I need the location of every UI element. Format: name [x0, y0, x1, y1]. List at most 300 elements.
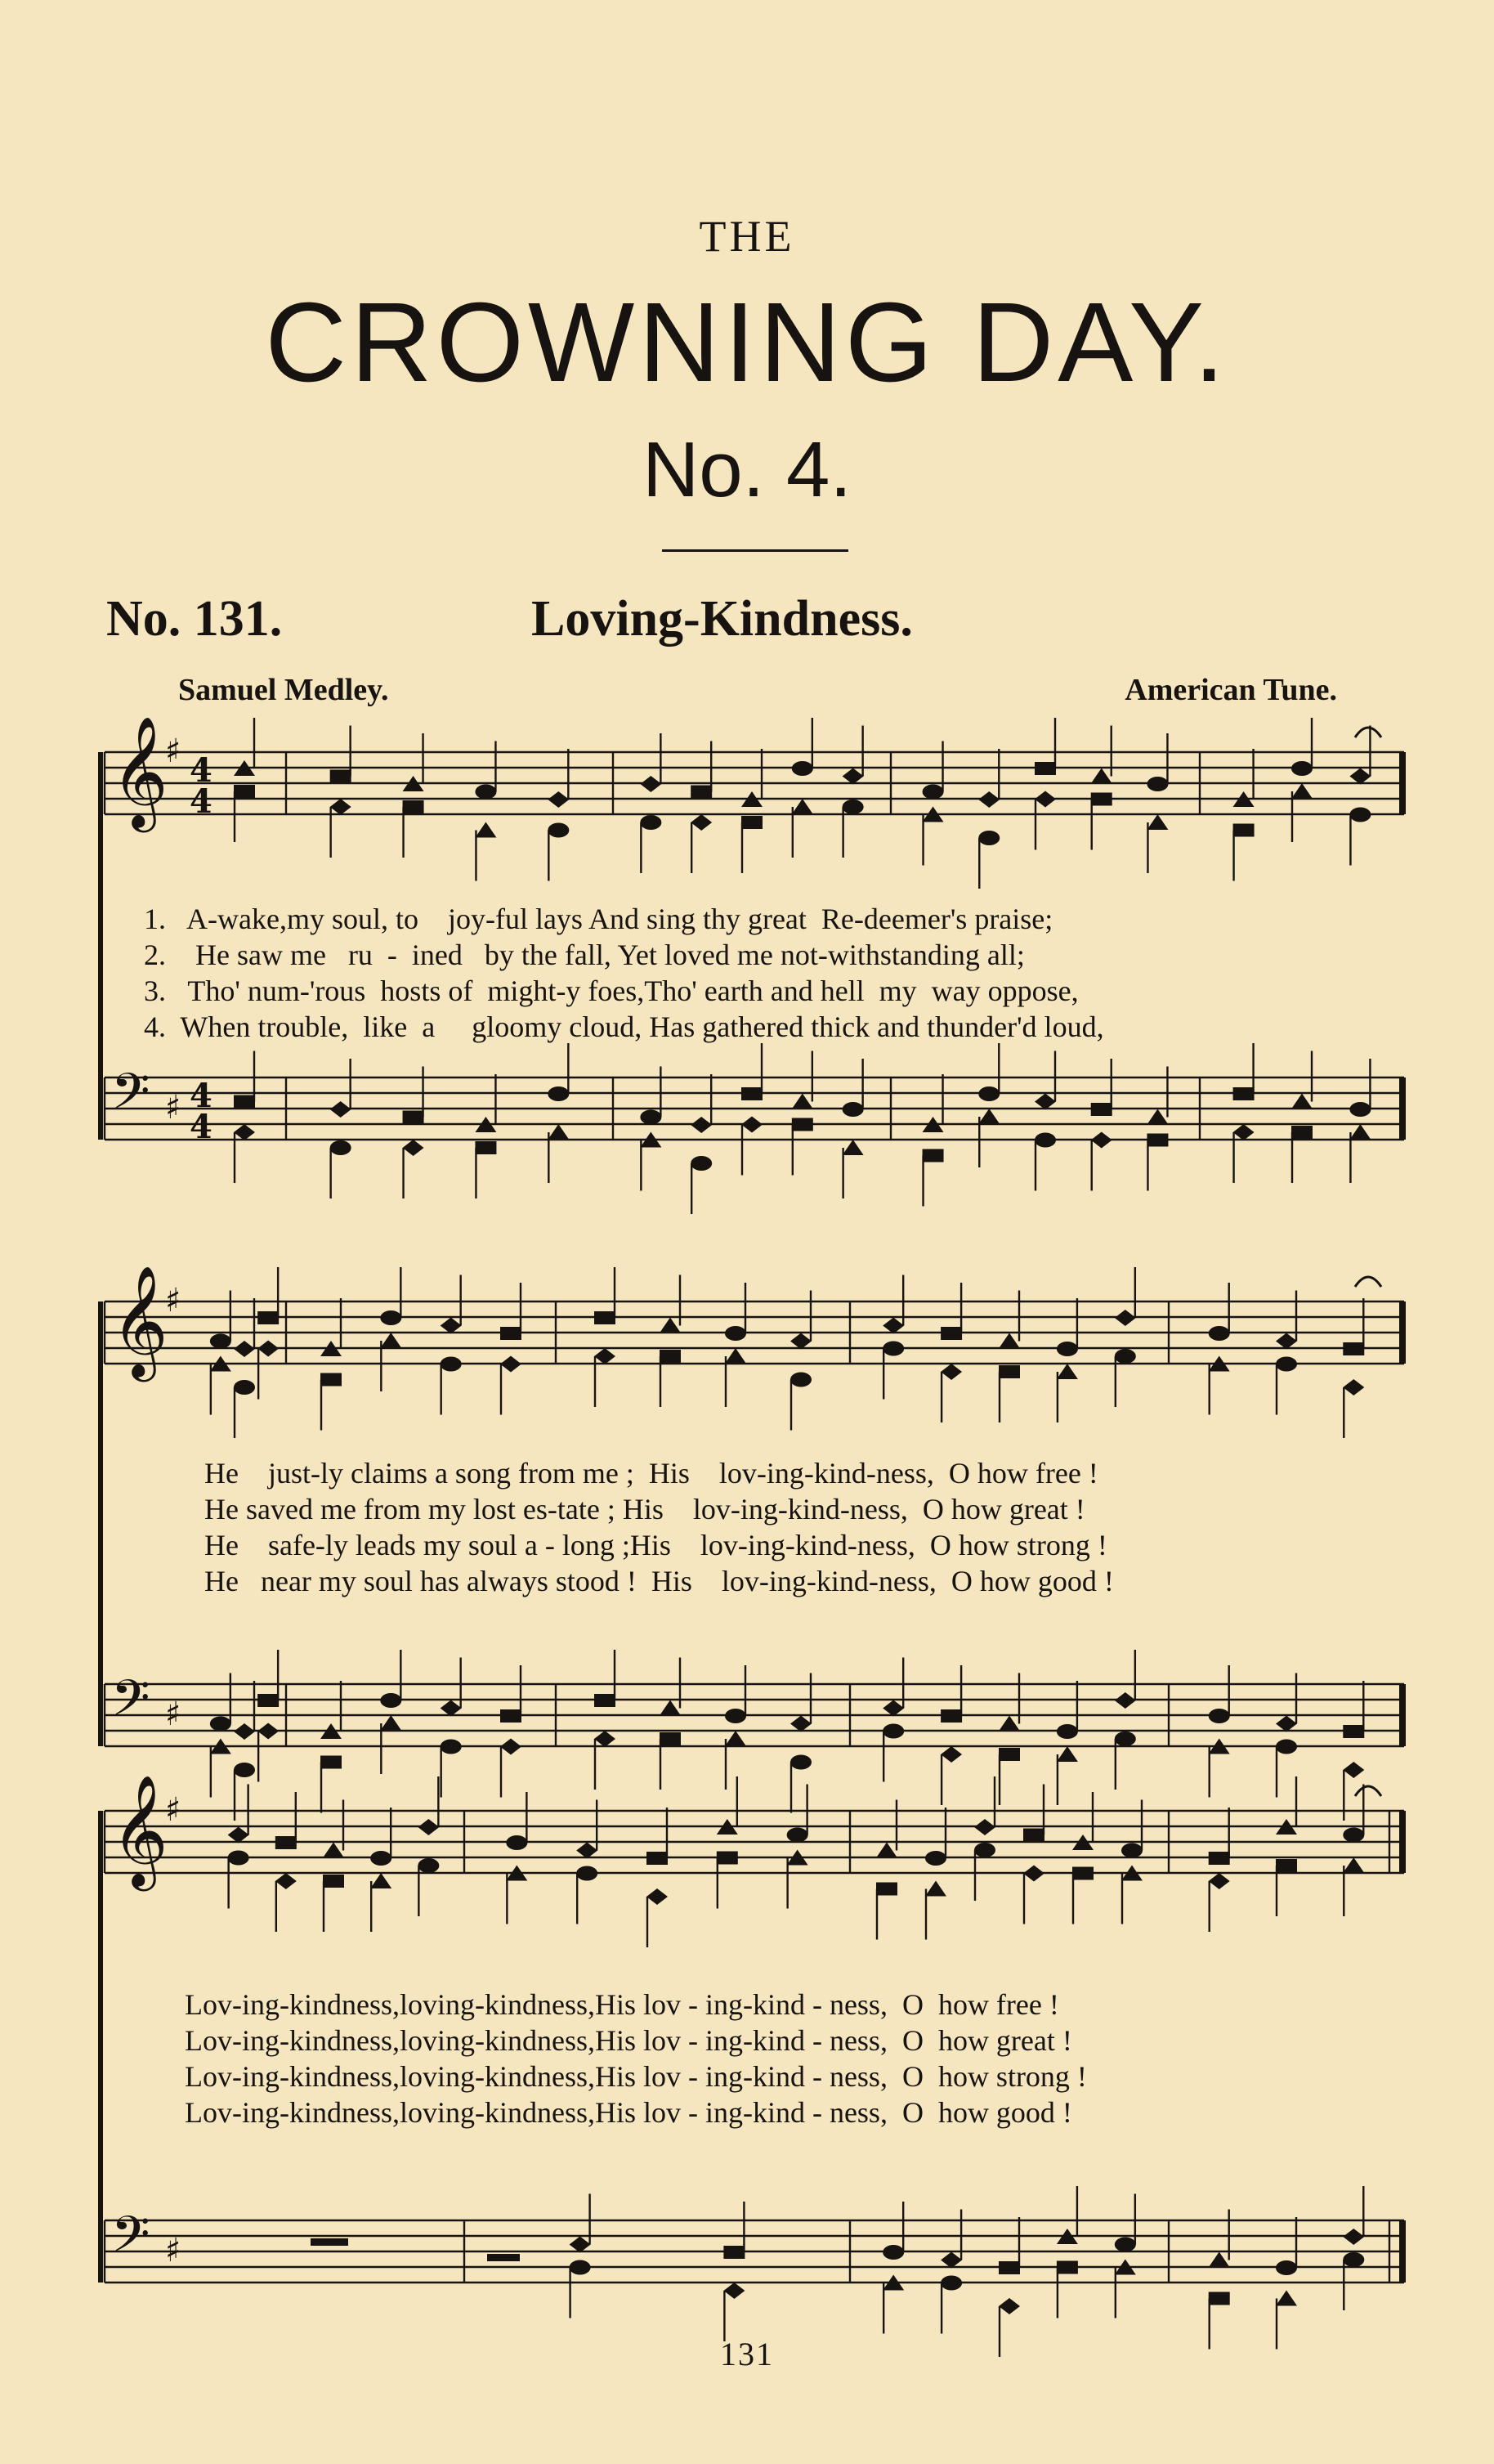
note-head-triangle [475, 822, 496, 838]
note-head-diamond [974, 1819, 995, 1835]
note-head-round [790, 1373, 812, 1387]
lyric-text: Tho' num-'rous hosts of might-y foes,Tho' earth and hell my way oppose, [187, 974, 1079, 1007]
note-head-triangle [725, 1731, 746, 1746]
note-head-round [380, 1693, 401, 1708]
note-head-triangle [792, 1094, 813, 1109]
fermata [1355, 1786, 1381, 1796]
note [1209, 2210, 1230, 2268]
note-head-round [210, 1717, 231, 1732]
note-head-round [1115, 1349, 1136, 1364]
note [1349, 726, 1371, 785]
note [1035, 1051, 1056, 1110]
note [1276, 1673, 1297, 1732]
note [1147, 733, 1168, 791]
note [210, 1356, 231, 1415]
note-head-round [1209, 1709, 1230, 1723]
note [876, 1800, 897, 1858]
note [403, 1140, 424, 1198]
note [275, 1873, 297, 1932]
note-head-square [323, 1875, 344, 1888]
note-head-diamond [330, 799, 351, 815]
note-head-triangle [792, 799, 813, 814]
note-head-diamond [691, 814, 712, 831]
note [941, 1665, 962, 1723]
hymn-title: Loving-Kindness. [531, 591, 913, 647]
note [723, 2202, 745, 2259]
note-head-round [1057, 1342, 1078, 1356]
hymn-tune-source: American Tune. [1125, 673, 1337, 707]
book-title-article: THE [699, 212, 795, 261]
note [843, 1059, 864, 1117]
note-head-square [1233, 824, 1255, 837]
note [1147, 814, 1168, 873]
note-head-triangle [1147, 814, 1168, 830]
bass-clef: 𝄢 [111, 2206, 150, 2276]
note-head-diamond [228, 1827, 249, 1844]
note-head-triangle [660, 1700, 681, 1716]
note [320, 1373, 342, 1431]
final-bar [1399, 1811, 1406, 1873]
note [228, 1785, 249, 1844]
note [1209, 1808, 1230, 1865]
note-head-diamond [1276, 1716, 1297, 1732]
note [876, 1883, 897, 1940]
note [660, 1658, 681, 1716]
note [380, 1333, 401, 1391]
note-head-triangle [1343, 1857, 1364, 1873]
note [548, 1043, 569, 1101]
note [234, 1124, 255, 1183]
note-head-triangle [1349, 1124, 1371, 1140]
note [500, 1739, 521, 1798]
note [978, 1043, 1000, 1101]
note [1091, 1059, 1112, 1116]
note [725, 1348, 746, 1407]
note-head-diamond [418, 1819, 439, 1835]
note [790, 1291, 812, 1350]
note-head-diamond [234, 1124, 255, 1140]
note-head-triangle [1291, 783, 1313, 799]
note-head-square [876, 1883, 897, 1896]
note [1276, 1291, 1297, 1350]
note-head-round [441, 1740, 462, 1754]
note-head-round [1035, 1133, 1056, 1148]
note-head-triangle [978, 1109, 1000, 1124]
verse-3-line-1 [144, 973, 1079, 1009]
note [330, 726, 351, 783]
note-head-diamond [441, 1318, 462, 1334]
note-head-triangle [1057, 1746, 1078, 1762]
note-head-square [257, 1694, 279, 1707]
note [790, 1373, 812, 1431]
note [741, 1117, 763, 1176]
note-head-diamond [790, 1716, 812, 1732]
note [923, 807, 944, 866]
note [790, 1673, 812, 1732]
note-head-diamond [1343, 1762, 1364, 1778]
note-head-diamond [576, 1843, 597, 1859]
hymn-number: No. 131. [106, 591, 283, 647]
note [418, 1858, 439, 1916]
note-head-round [1349, 1102, 1371, 1117]
note [925, 1881, 946, 1940]
note [441, 1357, 462, 1415]
note [725, 1283, 746, 1341]
note [923, 1149, 944, 1207]
note-head-round [725, 1326, 746, 1341]
note [1349, 808, 1371, 866]
note [974, 1776, 995, 1835]
note-head-square [475, 1141, 496, 1154]
note-head-square [330, 770, 351, 783]
note-head-round [210, 1334, 231, 1349]
note [380, 1650, 401, 1708]
note [330, 1140, 351, 1198]
verse-4-line-1 [144, 1009, 1104, 1045]
note [257, 1723, 279, 1782]
note-head-diamond [500, 1356, 521, 1373]
note-head-diamond [1209, 1873, 1230, 1889]
note [640, 1132, 661, 1191]
note-head-diamond [723, 2283, 745, 2299]
note-head-round [1291, 761, 1313, 776]
note-head-square [1057, 2261, 1078, 2274]
key-sharp: ♯ [165, 1282, 181, 1319]
note [594, 1267, 615, 1324]
verse-1-line-1 [144, 901, 1053, 937]
note-head-round [1343, 1828, 1364, 1843]
note-head-round [234, 1380, 255, 1395]
note-head-round [640, 815, 661, 830]
verse-2-line-2: He saved me from my lost es-tate ; His lov-ing-kind-ness, O how great ! [204, 1493, 1085, 1525]
note [941, 1364, 962, 1422]
note [570, 2194, 591, 2253]
note [370, 1808, 391, 1866]
final-bar [1399, 1077, 1406, 1140]
note [792, 1051, 813, 1109]
note-head-diamond [978, 791, 1000, 808]
system-brace [98, 752, 103, 1140]
note [660, 1350, 681, 1407]
note-head-diamond [883, 1318, 904, 1334]
note [790, 1755, 812, 1813]
note [506, 1792, 527, 1850]
note [1209, 1739, 1230, 1798]
note [1291, 718, 1313, 776]
note-head-round [418, 1858, 439, 1873]
note [210, 1673, 231, 1732]
note-head-square [1091, 793, 1112, 806]
note-head-square [1233, 1087, 1255, 1100]
note [1276, 1859, 1297, 1916]
note-head-diamond [1233, 1124, 1255, 1140]
note-head-round [787, 1828, 808, 1843]
note [1349, 1059, 1371, 1117]
note [380, 1715, 401, 1774]
verse-4-line-2: He near my soul has always stood ! His lov-ing-kind-ness, O how good ! [204, 1565, 1114, 1597]
note [717, 1852, 738, 1909]
note [1121, 1800, 1143, 1858]
note-head-square [660, 1350, 681, 1363]
note [1276, 1740, 1297, 1798]
note-head-diamond [941, 2252, 962, 2269]
note [380, 1267, 401, 1325]
fermata [1355, 728, 1381, 737]
treble-clef: 𝄞 [111, 715, 168, 827]
note-head-round [640, 1110, 661, 1125]
final-bar [1399, 752, 1406, 814]
final-bar [1399, 2220, 1406, 2283]
note [594, 1348, 615, 1407]
note [1023, 1866, 1044, 1924]
final-bar [1399, 1301, 1406, 1364]
note [257, 1341, 279, 1400]
verse-2-line-1 [144, 937, 1025, 973]
note [1349, 1124, 1371, 1183]
note [1147, 1067, 1168, 1125]
note [978, 831, 1000, 889]
note [1035, 1133, 1056, 1191]
note-head-diamond [594, 1731, 615, 1747]
note [640, 815, 661, 873]
note [1023, 1785, 1044, 1842]
note [640, 733, 661, 792]
note-head-square [1291, 1126, 1313, 1139]
note-head-diamond [640, 776, 661, 792]
note-head-diamond [1343, 2229, 1364, 2245]
note-head-diamond [1349, 768, 1371, 785]
note [1343, 1857, 1364, 1916]
note-head-round [1276, 2260, 1297, 2275]
hymn-author: Samuel Medley. [178, 673, 389, 707]
note [725, 1731, 746, 1790]
note [1209, 1356, 1230, 1415]
book-volume-number: No. 4. [642, 426, 852, 513]
bass-clef: 𝄢 [111, 1063, 150, 1133]
note-head-diamond [1115, 1692, 1136, 1709]
note [1115, 2260, 1136, 2318]
note [923, 741, 944, 800]
note [843, 726, 864, 785]
note [1276, 1357, 1297, 1415]
note [576, 1800, 597, 1859]
note-head-triangle [925, 1881, 946, 1897]
note [883, 1342, 904, 1400]
note [1343, 1379, 1364, 1438]
treble-clef: 𝄞 [111, 1264, 168, 1377]
note-head-diamond [883, 1700, 904, 1717]
note [323, 1800, 344, 1858]
note-head-diamond [594, 1348, 615, 1364]
note-head-triangle [380, 1715, 401, 1731]
note-head-triangle [876, 1843, 897, 1858]
note-head-triangle [380, 1333, 401, 1348]
note [883, 2275, 904, 2334]
note [999, 1748, 1020, 1805]
note-head-triangle [323, 1843, 344, 1858]
note [500, 1283, 521, 1340]
note-head-diamond [257, 1723, 279, 1740]
note-head-round [1147, 777, 1168, 791]
fermata [1355, 1277, 1381, 1287]
note [234, 1763, 255, 1821]
note-head-round [1276, 1357, 1297, 1372]
note [883, 1275, 904, 1334]
note-head-diamond [275, 1873, 297, 1889]
note-head-round [843, 800, 864, 814]
note-head-diamond [1035, 1094, 1056, 1110]
note-head-round [790, 1755, 812, 1770]
note [1291, 1126, 1313, 1183]
note-head-square [403, 800, 424, 813]
note-head-square [275, 1836, 297, 1849]
note [883, 1658, 904, 1717]
note [1209, 1283, 1230, 1341]
refrain-verse-4: Lov-ing-kindness,loving-kindness,His lov - ing-kind - ness, O how good ! [185, 2096, 1072, 2129]
note [210, 1739, 231, 1798]
note-head-round [941, 2276, 962, 2291]
time-signature-top: 4 [190, 1077, 212, 1115]
note [257, 1267, 279, 1324]
note-head-triangle [1276, 2291, 1297, 2306]
note [576, 1866, 597, 1924]
note [1035, 718, 1056, 775]
note-head-triangle [370, 1873, 391, 1888]
note-head-diamond [1115, 1310, 1136, 1326]
note-head-round [570, 2260, 591, 2275]
note [1291, 783, 1313, 842]
note [1147, 1134, 1168, 1191]
note [691, 1074, 712, 1133]
note [1233, 1124, 1255, 1183]
note-head-square [594, 1311, 615, 1324]
note [691, 741, 712, 799]
note [787, 1785, 808, 1843]
note-head-diamond [1035, 791, 1056, 808]
note [570, 2260, 591, 2318]
note-head-square [1023, 1829, 1044, 1842]
verse-number: 2. [144, 939, 166, 971]
note-head-square [792, 1118, 813, 1131]
note [475, 741, 496, 800]
note [792, 799, 813, 858]
note-head-round [1057, 1724, 1078, 1739]
note [843, 1140, 864, 1198]
note [646, 1888, 668, 1947]
note [210, 1291, 231, 1349]
note-head-triangle [999, 1333, 1020, 1349]
system-brace [98, 1811, 103, 2283]
note-head-diamond [330, 1101, 351, 1118]
note [925, 1808, 946, 1866]
verse-number: 3. [144, 974, 166, 1007]
note [660, 1275, 681, 1333]
note-head-diamond [941, 1364, 962, 1380]
note-head-square [999, 1748, 1020, 1761]
lyric-text: A-wake,my soul, to joy-ful lays And sing thy great Re-deemer's praise; [186, 903, 1053, 935]
verse-number: 4. [144, 1010, 166, 1043]
note-head-square [941, 1327, 962, 1340]
note-head-diamond [691, 1117, 712, 1133]
note [1115, 1349, 1136, 1407]
note [257, 1650, 279, 1707]
refrain-verse-2: Lov-ing-kindness,loving-kindness,His lov - ing-kind - ness, O how great ! [185, 2024, 1072, 2057]
note [1072, 1867, 1094, 1924]
note-head-diamond [500, 1739, 521, 1755]
note [978, 1109, 1000, 1167]
note-head-diamond [570, 2237, 591, 2253]
note-head-round [925, 1851, 946, 1866]
note [883, 2202, 904, 2260]
note [723, 2283, 745, 2341]
note-head-diamond [234, 1341, 255, 1357]
note [1121, 1866, 1143, 1924]
note-head-round [691, 1156, 712, 1171]
note [1343, 1298, 1364, 1355]
note-head-square [257, 1311, 279, 1324]
note-head-round [725, 1709, 746, 1723]
note-head-round [883, 1342, 904, 1356]
note-head-triangle [548, 1124, 569, 1140]
note-head-square [1035, 762, 1056, 775]
note [1115, 2194, 1136, 2252]
note-head-round [548, 1086, 569, 1101]
note [323, 1875, 344, 1932]
note [1091, 793, 1112, 850]
key-sharp: ♯ [165, 1089, 181, 1127]
lyric-text: When trouble, like a gloomy cloud, Has gathered thick and thunder'd loud, [180, 1010, 1104, 1043]
treble-clef: 𝄞 [111, 1773, 168, 1886]
note-head-round [843, 1102, 864, 1117]
note [403, 1067, 424, 1124]
note-head-square [403, 1111, 424, 1124]
note [594, 1731, 615, 1790]
note-head-round [1209, 1326, 1230, 1341]
note-head-round [1115, 1732, 1136, 1746]
note [1057, 1364, 1078, 1422]
note-head-triangle [1291, 1094, 1313, 1109]
note [725, 1665, 746, 1723]
note-head-diamond [999, 2298, 1020, 2314]
verse-3-line-2: He safe-ly leads my soul a - long ;His lov-ing-kind-ness, O how strong ! [204, 1529, 1107, 1561]
verse-number: 1. [144, 903, 166, 935]
note [792, 718, 813, 776]
note-head-square [999, 1365, 1020, 1378]
note [1057, 1746, 1078, 1805]
note-head-round [792, 761, 813, 776]
note [999, 1673, 1020, 1732]
note [320, 1756, 342, 1813]
note [691, 1156, 712, 1214]
verse-1-line-2: He just-ly claims a song from me ; His lov-ing-kind-ness, O how free ! [204, 1457, 1098, 1490]
note [234, 1380, 255, 1438]
note-head-square [646, 1852, 668, 1865]
note [787, 1850, 808, 1909]
note-head-round [883, 2245, 904, 2260]
note-head-diamond [257, 1341, 279, 1357]
note [506, 1866, 527, 1924]
note-head-round [370, 1851, 391, 1866]
note-head-triangle [1091, 768, 1112, 784]
note [999, 2217, 1020, 2274]
note-head-round [923, 785, 944, 800]
note [640, 1067, 661, 1125]
note-head-round [1343, 2252, 1364, 2267]
note-head-round [978, 1086, 1000, 1101]
note-head-square [320, 1373, 342, 1387]
key-sharp: ♯ [165, 1696, 181, 1733]
note-head-square [723, 2246, 745, 2259]
